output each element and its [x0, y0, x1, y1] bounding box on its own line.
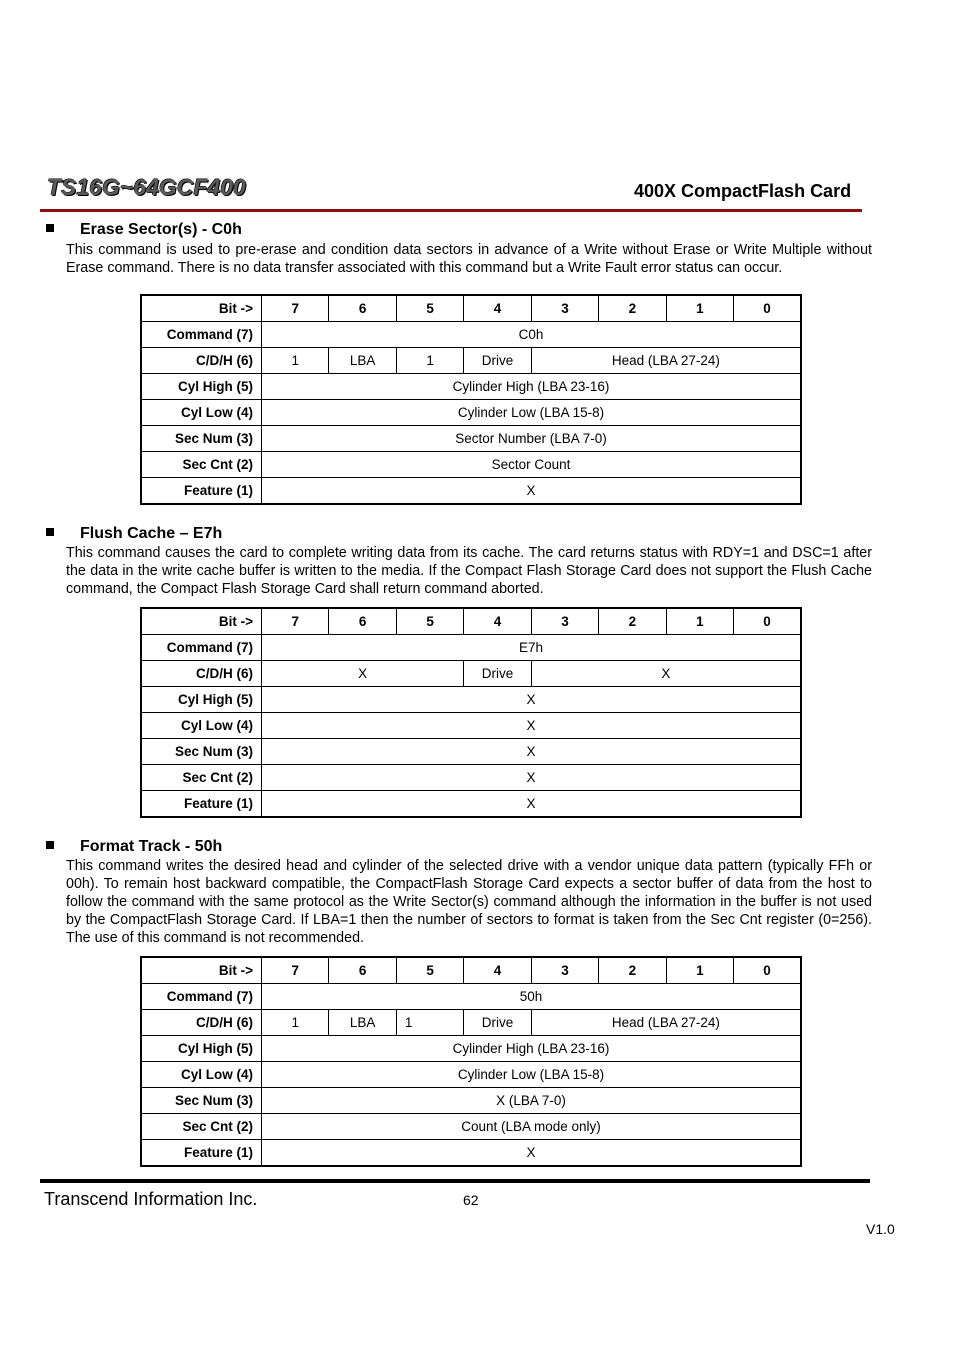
square-bullet-icon — [46, 224, 54, 232]
bit-3: 3 — [531, 295, 598, 322]
row-label: Sec Num (3) — [141, 739, 262, 765]
sec-cnt-row — [141, 1114, 801, 1140]
page-number: 62 — [463, 1192, 479, 1208]
row-label: Cyl High (5) — [141, 687, 262, 713]
row-label: Cyl Low (4) — [141, 1062, 262, 1088]
bit-header-label: Bit -> — [141, 957, 262, 984]
bit-header-row — [141, 608, 801, 635]
section-title: Flush Cache – E7h — [80, 525, 223, 542]
feature-row — [141, 1140, 801, 1167]
version-label: V1.0 — [866, 1221, 895, 1237]
sec-cnt-row — [141, 765, 801, 791]
command-value: C0h — [262, 322, 802, 348]
row-label: Feature (1) — [141, 478, 262, 505]
bit-6: 6 — [329, 957, 396, 984]
register-table-format-track — [140, 956, 802, 1167]
header-divider — [40, 209, 862, 212]
cyl-high-row — [141, 374, 801, 400]
feature-row — [141, 791, 801, 818]
bit-3: 3 — [531, 957, 598, 984]
sec-cnt-value: X — [262, 765, 802, 791]
row-label: Sec Cnt (2) — [141, 1114, 262, 1140]
bit-7: 7 — [262, 608, 329, 635]
model-title: TS16G~64GCF400 — [47, 174, 246, 200]
bit-0: 0 — [734, 608, 801, 635]
register-table-erase-sector — [140, 294, 802, 505]
cyl-low-value: Cylinder Low (LBA 15-8) — [262, 400, 802, 426]
bit-6: 6 — [329, 295, 396, 322]
cdh-bit6: LBA — [329, 1010, 396, 1036]
section-description: This command is used to pre-erase and condition data sectors in advance of a Write without Erase or Write Multiple without Erase command. There is no data transfer associated with this command but a Write Fault error status can occur. — [66, 242, 872, 276]
cyl-low-row — [141, 713, 801, 739]
cdh-row — [141, 1010, 801, 1036]
cdh-bit5: 1 — [396, 348, 463, 374]
cdh-head: Head (LBA 27-24) — [531, 1010, 801, 1036]
row-label: Feature (1) — [141, 1140, 262, 1167]
cyl-low-value: Cylinder Low (LBA 15-8) — [262, 1062, 802, 1088]
cdh-upper: X — [262, 661, 464, 687]
bit-6: 6 — [329, 608, 396, 635]
cyl-high-value: Cylinder High (LBA 23-16) — [262, 374, 802, 400]
footer-divider — [40, 1179, 870, 1183]
cyl-high-value: Cylinder High (LBA 23-16) — [262, 1036, 802, 1062]
cdh-bit4: Drive — [464, 348, 531, 374]
section-description: This command writes the desired head and cylinder of the selected drive with a vendor unique data pattern (typically FFh or 00h). To remain host backward compatible, the CompactFlash Storage Card expects a sector buffer of data from the host to follow the command with the same protocol as the Write Sector(s) command although the information in the buffer is not used by the CompactFlash Storage Card. If LBA=1 then the number of sectors to format is taken from the Sec Cnt register (0=256). The use of this command is not recommended. — [66, 858, 872, 946]
row-label: Sec Cnt (2) — [141, 765, 262, 791]
cdh-row — [141, 661, 801, 687]
cdh-bit5: 1 — [396, 1010, 463, 1036]
section-description: This command causes the card to complete writing data from its cache. The card returns status with RDY=1 and DSC=1 after the data in the write cache buffer is written to the media. If the Compact Flash Storage Card does not support the Flush Cache command, the Compact Flash Storage Card shall return command aborted. — [66, 545, 872, 597]
bit-1: 1 — [666, 957, 733, 984]
bit-header-label: Bit -> — [141, 608, 262, 635]
bit-4: 4 — [464, 608, 531, 635]
bit-2: 2 — [599, 608, 666, 635]
bit-5: 5 — [396, 295, 463, 322]
row-label: Cyl Low (4) — [141, 713, 262, 739]
bit-7: 7 — [262, 295, 329, 322]
square-bullet-icon — [46, 841, 54, 849]
section-heading-erase-sector — [46, 221, 242, 239]
cyl-low-row — [141, 400, 801, 426]
sec-cnt-row — [141, 452, 801, 478]
feature-value: X — [262, 791, 802, 818]
bit-5: 5 — [396, 957, 463, 984]
feature-value: X — [262, 1140, 802, 1167]
bit-header-row — [141, 295, 801, 322]
sec-num-row — [141, 1088, 801, 1114]
cdh-lower: X — [531, 661, 801, 687]
cdh-bit6: LBA — [329, 348, 396, 374]
cdh-bit4: Drive — [464, 1010, 531, 1036]
cdh-head: Head (LBA 27-24) — [531, 348, 801, 374]
company-name: Transcend Information Inc. — [44, 1189, 258, 1209]
row-label: Cyl Low (4) — [141, 400, 262, 426]
row-label: Command (7) — [141, 322, 262, 348]
sec-cnt-value: Count (LBA mode only) — [262, 1114, 802, 1140]
section-heading-format-track — [46, 838, 222, 856]
section-heading-flush-cache — [46, 525, 222, 543]
section-title: Format Track - 50h — [80, 838, 223, 855]
bit-0: 0 — [734, 957, 801, 984]
cdh-bit4: Drive — [464, 661, 531, 687]
bit-header-row — [141, 957, 801, 984]
feature-row — [141, 478, 801, 505]
row-label: C/D/H (6) — [141, 661, 262, 687]
product-title: 400X CompactFlash Card — [634, 181, 852, 201]
bit-5: 5 — [396, 608, 463, 635]
row-label: Command (7) — [141, 635, 262, 661]
command-row — [141, 984, 801, 1010]
row-label: Command (7) — [141, 984, 262, 1010]
register-table-flush-cache — [140, 607, 802, 818]
command-value: E7h — [262, 635, 802, 661]
sec-num-value: X (LBA 7-0) — [262, 1088, 802, 1114]
sec-num-row — [141, 426, 801, 452]
command-row — [141, 635, 801, 661]
cyl-low-value: X — [262, 713, 802, 739]
row-label: Sec Num (3) — [141, 1088, 262, 1114]
bit-1: 1 — [666, 295, 733, 322]
row-label: Sec Cnt (2) — [141, 452, 262, 478]
cdh-bit7: 1 — [262, 1010, 329, 1036]
command-row — [141, 322, 801, 348]
command-value: 50h — [262, 984, 802, 1010]
row-label: Cyl High (5) — [141, 374, 262, 400]
feature-value: X — [262, 478, 802, 505]
section-title: Erase Sector(s) - C0h — [80, 221, 242, 238]
cdh-row — [141, 348, 801, 374]
cyl-high-row — [141, 1036, 801, 1062]
sec-cnt-value: Sector Count — [262, 452, 802, 478]
row-label: Sec Num (3) — [141, 426, 262, 452]
bit-header-label: Bit -> — [141, 295, 262, 322]
sec-num-row — [141, 739, 801, 765]
bit-4: 4 — [464, 957, 531, 984]
cyl-low-row — [141, 1062, 801, 1088]
cyl-high-value: X — [262, 687, 802, 713]
row-label: Cyl High (5) — [141, 1036, 262, 1062]
cdh-bit7: 1 — [262, 348, 329, 374]
bit-3: 3 — [531, 608, 598, 635]
bit-2: 2 — [599, 295, 666, 322]
bit-1: 1 — [666, 608, 733, 635]
bit-2: 2 — [599, 957, 666, 984]
sec-num-value: Sector Number (LBA 7-0) — [262, 426, 802, 452]
square-bullet-icon — [46, 528, 54, 536]
bit-4: 4 — [464, 295, 531, 322]
cyl-high-row — [141, 687, 801, 713]
bit-0: 0 — [734, 295, 801, 322]
bit-7: 7 — [262, 957, 329, 984]
row-label: C/D/H (6) — [141, 1010, 262, 1036]
row-label: C/D/H (6) — [141, 348, 262, 374]
sec-num-value: X — [262, 739, 802, 765]
row-label: Feature (1) — [141, 791, 262, 818]
